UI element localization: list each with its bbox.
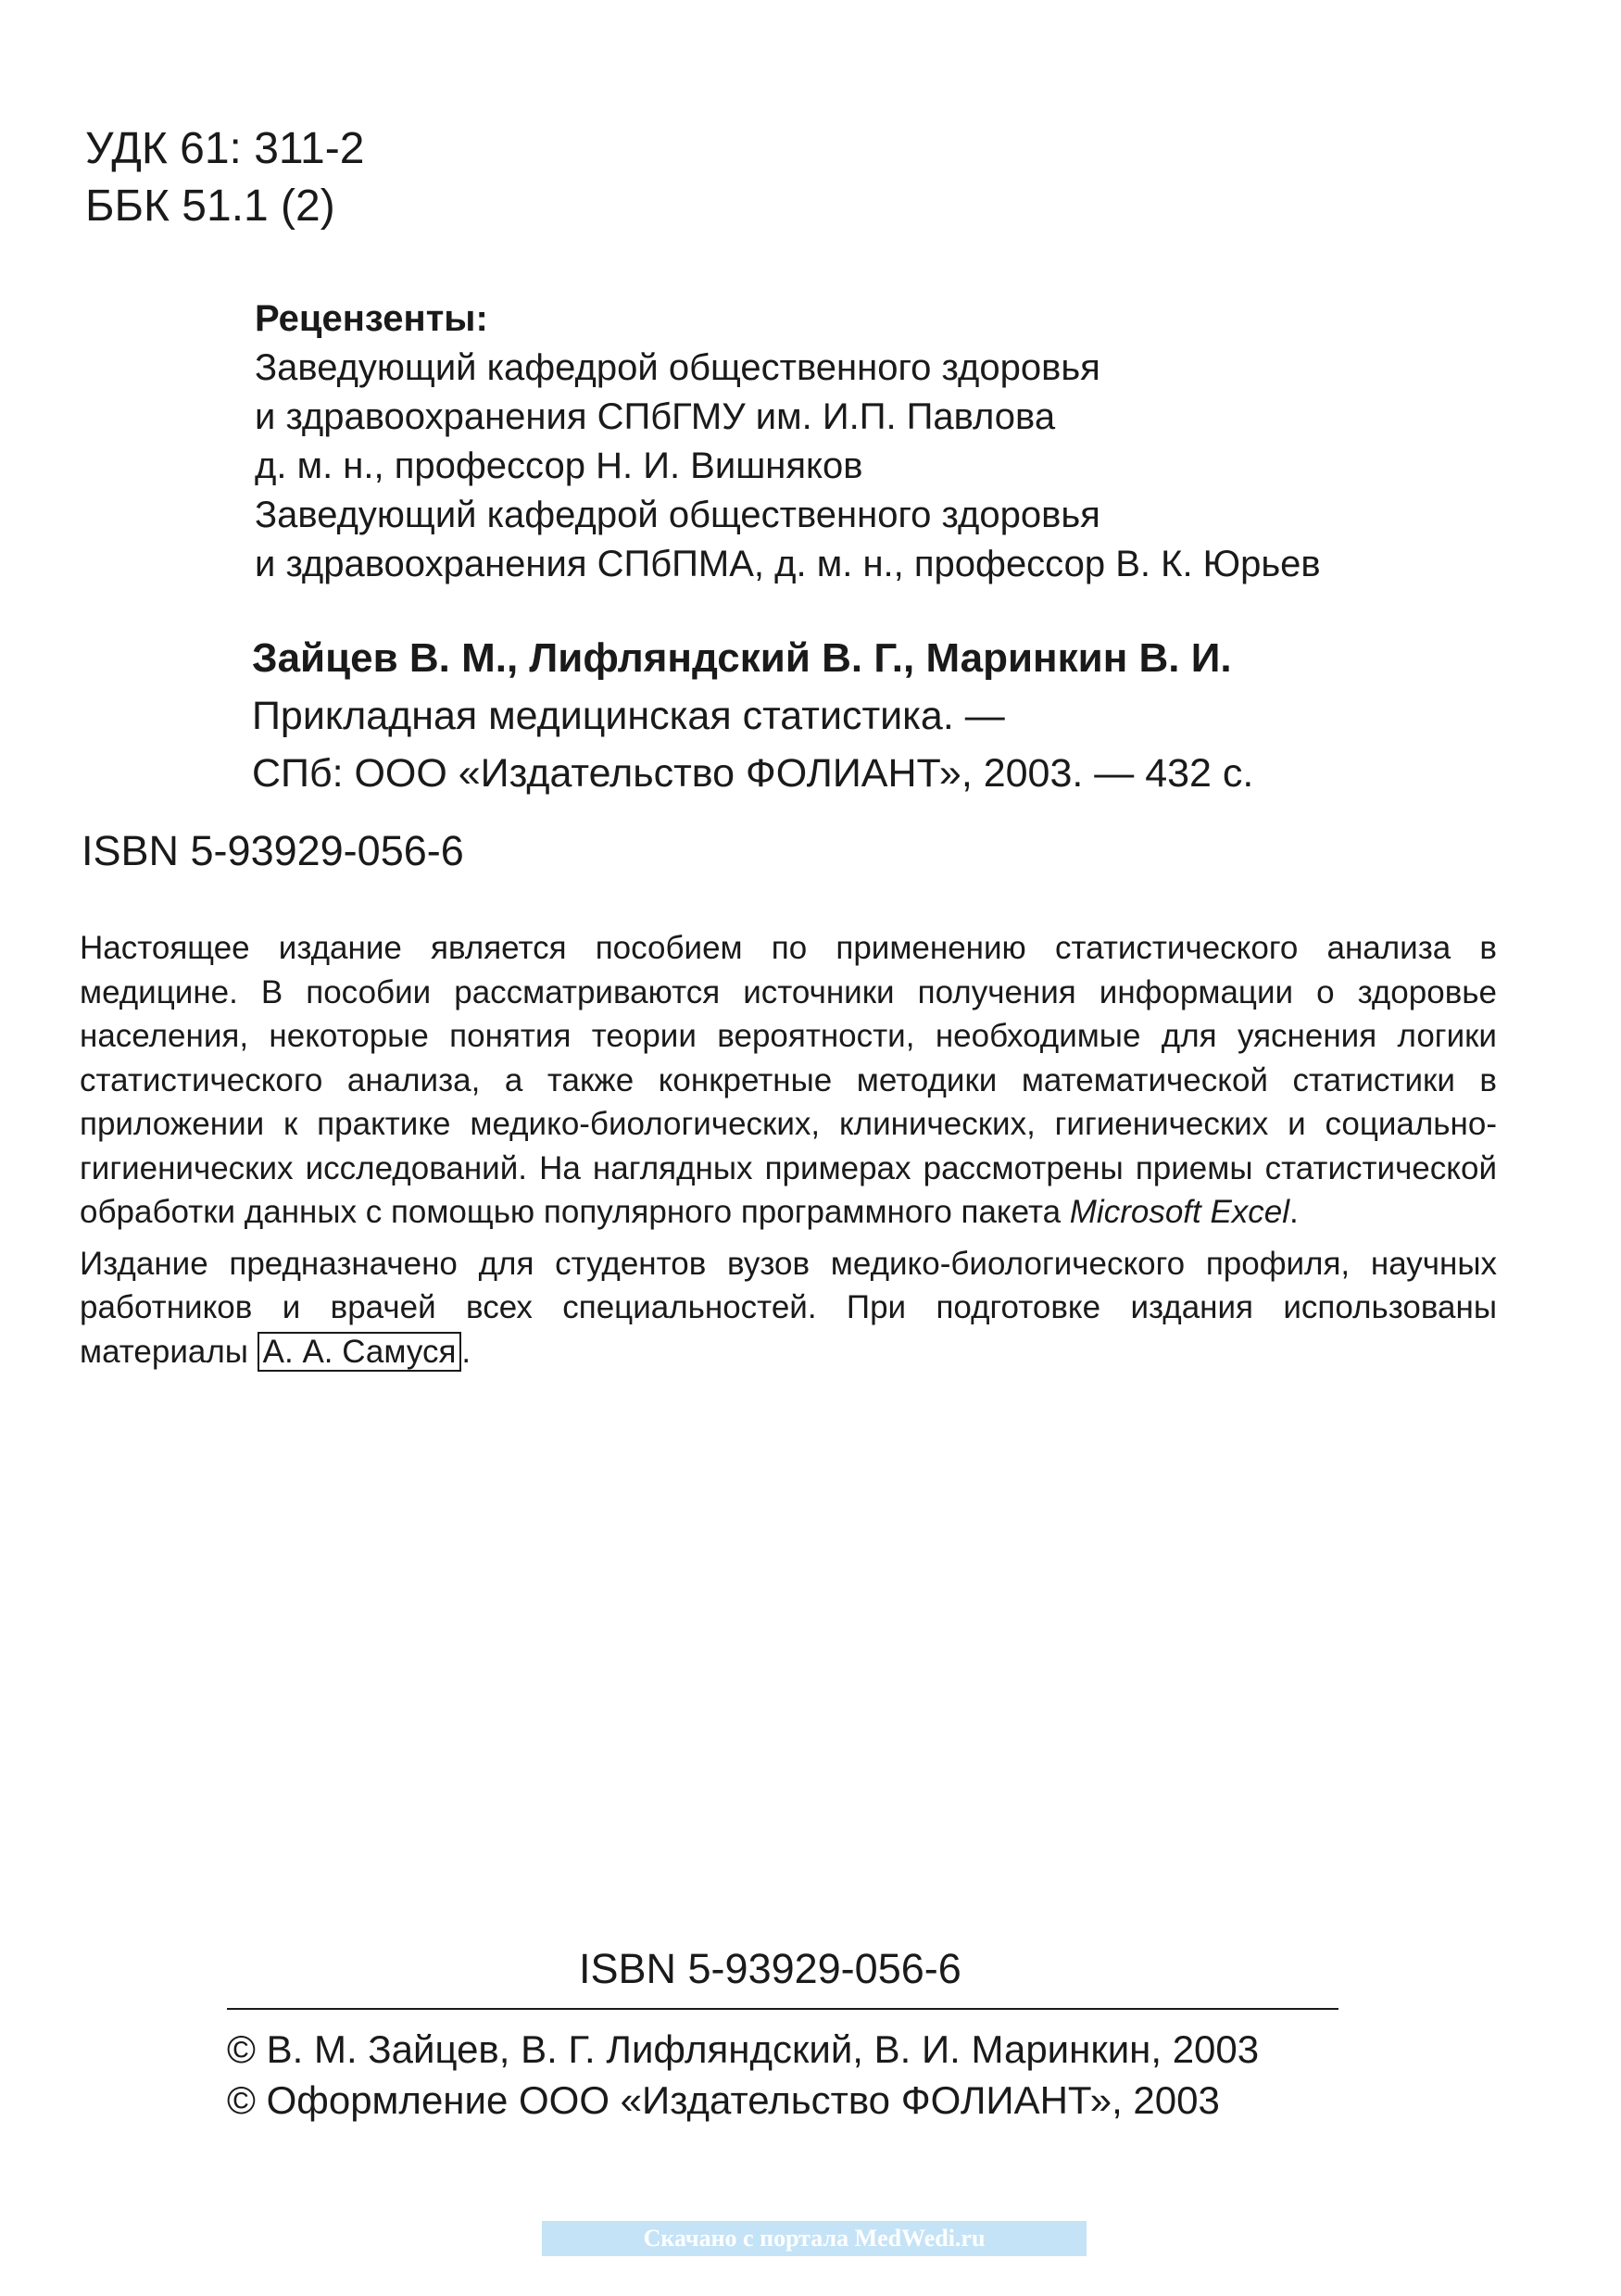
- punctuation: .: [461, 1333, 471, 1370]
- abstract-text: Издание предназначено для студентов вузов медико-биологического профиля, научных работников и врачей всех специальностей. При подготовке издания использованы материалы: [80, 1245, 1497, 1370]
- bibliographic-entry: [252, 630, 1253, 802]
- reviewer-line: Заведующий кафедрой общественного здоровья: [255, 495, 1100, 535]
- reviewer-line: д. м. н., профессор Н. И. Вишняков: [255, 445, 863, 486]
- copyright-line: © Оформление ООО «Издательство ФОЛИАНТ», 2003: [227, 2078, 1220, 2122]
- udk-code: УДК 61: 311-2: [85, 124, 365, 173]
- copyright-line: © В. М. Зайцев, В. Г. Лифляндский, В. И. Маринкин, 2003: [227, 2027, 1260, 2071]
- reviewer-line: Заведующий кафедрой общественного здоровья: [255, 347, 1100, 388]
- reviewer-line: и здравоохранения СПбГМУ им. И.П. Павлова: [255, 396, 1056, 437]
- reviewer-line: и здравоохранения СПбПМА, д. м. н., профессор В. К. Юрьев: [255, 544, 1321, 584]
- imprint: СПб: ООО «Издательство ФОЛИАНТ», 2003. — 432 с.: [252, 751, 1254, 796]
- framed-name: А. А. Самуся: [258, 1332, 462, 1372]
- classification-codes: [85, 120, 364, 235]
- download-banner: Скачано с портала MedWedi.ru: [542, 2221, 1087, 2256]
- punctuation: .: [1289, 1194, 1299, 1230]
- abstract: [80, 926, 1497, 1381]
- isbn-bottom: ISBN 5-93929-056-6: [579, 1945, 961, 1992]
- book-title: Прикладная медицинская статистика. —: [252, 694, 1005, 738]
- isbn-top: ISBN 5-93929-056-6: [82, 827, 464, 874]
- abstract-paragraph: [80, 926, 1497, 1235]
- software-name: Microsoft Excel: [1069, 1194, 1290, 1230]
- divider: [227, 2008, 1338, 2010]
- reviewers-heading: Рецензенты:: [255, 298, 488, 339]
- abstract-paragraph: [80, 1242, 1497, 1374]
- authors: Зайцев В. М., Лифляндский В. Г., Маринкин В. И.: [252, 635, 1232, 681]
- reviewers-block: [255, 295, 1321, 589]
- copyright-block: [227, 2024, 1259, 2126]
- bbk-code: ББК 51.1 (2): [85, 182, 335, 231]
- abstract-text: Настоящее издание является пособием по применению статистического анализа в медицине. В пособии рассматриваются источники получения информации о здоровье населения, некоторые понятия теории вероятности, необходимые для уяснения логики статистического анализа, а также конкретные методики математической статистики в приложении к практике медико-биологических, клинических, гигиенических и социально-гигиенических исследований. На наглядных примерах рассмотрены приемы статистической обработки данных с помощью популярного программного пакета: [80, 930, 1497, 1230]
